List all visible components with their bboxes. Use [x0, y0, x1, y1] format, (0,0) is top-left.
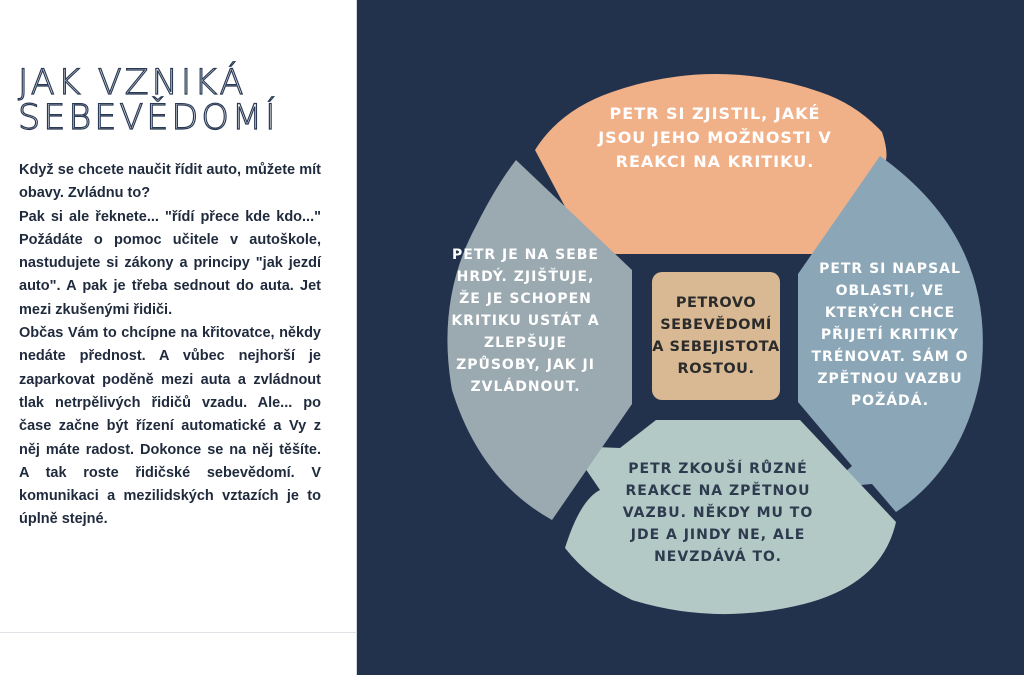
article-paragraph: Pak si ale řeknete... "řídí přece kde kdo..." Požádáte o pomoc učitele v autoškole, nastudujete si zákony a principy "jak jezdí auto". A pak je třeba sednout do auta. Jet mezi zkušenými řidiči.	[19, 208, 321, 318]
segment-right-text: PETR SI NAPSAL OBLASTI, VE KTERÝCH CHCE PŘIJETÍ KRITIKY TRÉNOVAT. SÁM O ZPĚTNOU VAZBU POŽÁDÁ.	[811, 261, 969, 409]
article-paragraph: Když se chcete naučit řídit auto, můžete mít obavy. Zvládnu to?	[19, 162, 321, 202]
article-paragraph: Občas Vám to chcípne na křitovatce, někdy nedáte přednost. A vůbec nejhorší je zaparkovat poděně mezi auta a zvládnout tlak netrpělivých řidičů vzadu. Ale... po čase začne být řízení automatické a Vy z něj máte radost. Dokonce se na něj těšíte. A tak roste řidičské sebevědomí. V komunikaci a mezilidských vztazích je to úplně stejné.	[19, 325, 321, 528]
segment-top-text: PETR SI ZJISTIL, JAKÉ JSOU JEHO MOŽNOSTI V REAKCI NA KRITIKU.	[598, 104, 832, 171]
article-title-line-1: JAK VZNIKÁ	[18, 63, 247, 103]
segment-left-text: PETR JE NA SEBE HRDÝ. ZJIŠŤUJE, ŽE JE SCHOPEN KRITIKU USTÁT A ZLEPŠUJE ZPŮSOBY, JAK JI ZVLÁDNOUT.	[451, 247, 600, 395]
center-text: PETROVO SEBEVĚDOMÍ A SEBEJISTOTA ROSTOU.	[652, 295, 780, 377]
article-title-line-2: SEBEVĚDOMÍ	[18, 98, 279, 138]
segment-bottom-text: PETR ZKOUŠÍ RŮZNÉ REAKCE NA ZPĚTNOU VAZBU. NĚKDY MU TO JDE A JINDY NE, ALE NEVZDÁVÁ TO.	[622, 461, 814, 565]
